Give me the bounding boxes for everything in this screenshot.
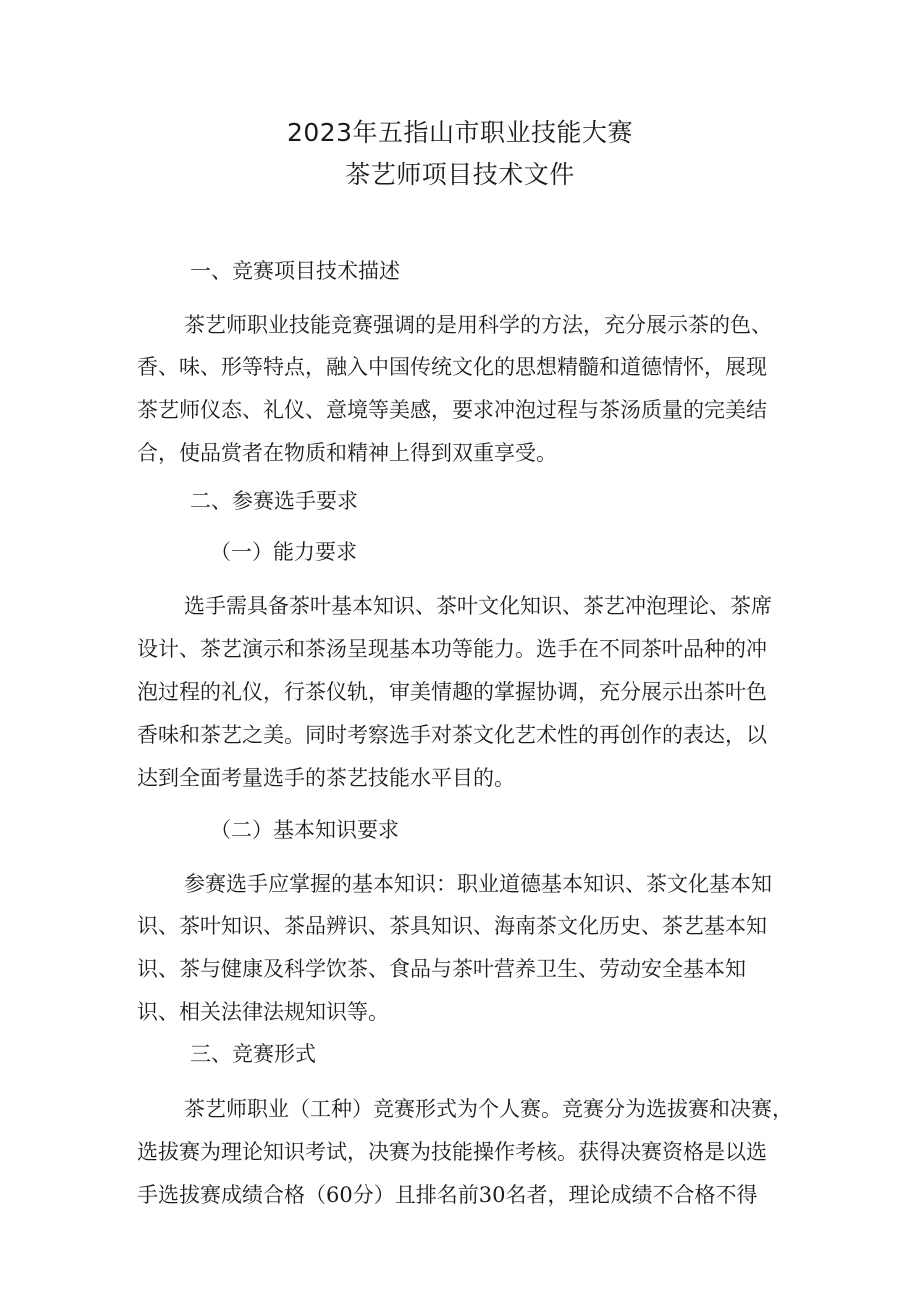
subsection-heading-ability: （一）能力要求 [210, 540, 357, 564]
paragraph-line: 识、茶叶知识、茶品辨识、茶具知识、海南茶文化历史、茶艺基本知 [137, 914, 767, 938]
paragraph-line: 手选拔赛成绩合格（60分）且排名前30名者，理论成绩不合格不得 [137, 1183, 758, 1207]
paragraph-line: 达到全面考量选手的茶艺技能水平目的。 [137, 766, 515, 790]
paragraph-line: 设计、茶艺演示和茶汤呈现基本功等能力。选手在不同茶叶品种的冲 [137, 637, 767, 661]
paragraph-line: 识、茶与健康及科学饮茶、食品与茶叶营养卫生、劳动安全基本知 [137, 957, 746, 981]
paragraph-line: 香味和茶艺之美。同时考察选手对茶文化艺术性的再创作的表达，以 [137, 723, 767, 747]
paragraph-line: 泡过程的礼仪，行茶仪轨，审美情趣的掌握协调，充分展示出茶叶色 [137, 680, 767, 704]
paragraph-line: 选手需具备茶叶基本知识、茶叶文化知识、茶艺冲泡理论、茶席 [184, 594, 772, 618]
subsection-heading-knowledge: （二）基本知识要求 [210, 818, 399, 842]
paragraph-line: 茶艺师职业（工种）竞赛形式为个人赛。竞赛分为选拔赛和决赛， [184, 1097, 793, 1121]
paragraph-line: 识、相关法律法规知识等。 [137, 1000, 389, 1024]
document-title-line-1: 2023年五指山市职业技能大赛 [286, 118, 634, 147]
paragraph-line: 选拔赛为理论知识考试，决赛为技能操作考核。获得决赛资格是以选 [137, 1140, 767, 1164]
section-heading-1: 一、竞赛项目技术描述 [190, 259, 400, 283]
paragraph-line: 参赛选手应掌握的基本知识：职业道德基本知识、茶文化基本知 [184, 872, 772, 896]
paragraph-line: 合，使品赏者在物质和精神上得到双重享受。 [137, 441, 557, 465]
section-heading-3: 三、竞赛形式 [190, 1042, 316, 1066]
paragraph-line: 茶艺师仪态、礼仪、意境等美感，要求冲泡过程与茶汤质量的完美结 [137, 398, 767, 422]
paragraph-line: 香、味、形等特点，融入中国传统文化的思想精髓和道德情怀，展现 [137, 355, 767, 379]
section-heading-2: 二、参赛选手要求 [190, 489, 358, 513]
paragraph-line: 茶艺师职业技能竞赛强调的是用科学的方法，充分展示茶的色、 [184, 313, 772, 337]
document-title-line-2: 茶艺师项目技术文件 [345, 160, 575, 189]
